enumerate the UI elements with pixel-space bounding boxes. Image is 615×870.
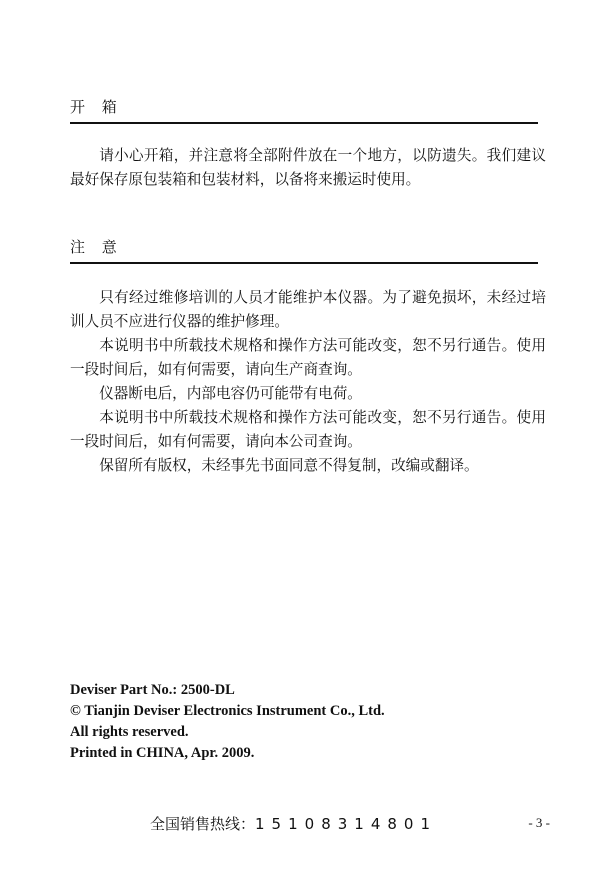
section-heading-caution: 注 意 xyxy=(70,238,123,256)
printed-line: Printed in CHINA, Apr. 2009. xyxy=(70,745,255,761)
page-number: - 3 - xyxy=(528,815,550,830)
section-heading-unpacking: 开 箱 xyxy=(70,98,123,116)
paragraph: 只有经过维修培训的人员才能维护本仪器。为了避免损坏，未经过培训人员不应进行仪器的维护修理。 xyxy=(70,289,546,330)
section-divider-unpacking xyxy=(70,122,538,124)
rights-line: All rights reserved. xyxy=(70,724,189,740)
section-body-unpacking xyxy=(70,144,546,192)
part-number: Deviser Part No.: 2500-DL xyxy=(70,682,235,698)
paragraph: 请小心开箱，并注意将全部附件放在一个地方，以防遗失。我们建议最好保存原包装箱和包装材料，以备将来搬运时使用。 xyxy=(70,147,546,188)
hotline-label: 全国销售热线： xyxy=(150,815,256,833)
sales-hotline xyxy=(150,813,437,834)
paragraph: 本说明书中所载技术规格和操作方法可能改变，恕不另行通告。使用一段时间后，如有何需要，请向本公司查询。 xyxy=(70,409,546,450)
paragraph: 仪器断电后，内部电容仍可能带有电荷。 xyxy=(99,385,362,402)
hotline-number: 15108314801 xyxy=(255,815,437,833)
section-divider-caution xyxy=(70,262,538,264)
section-body-caution xyxy=(70,286,546,478)
paragraph: 保留所有版权，未经事先书面同意不得复制，改编或翻译。 xyxy=(99,457,479,474)
copyright-block xyxy=(70,680,530,764)
copyright-line: © Tianjin Deviser Electronics Instrument Co., Ltd. xyxy=(70,703,385,719)
paragraph: 本说明书中所载技术规格和操作方法可能改变，恕不另行通告。使用一段时间后，如有何需要，请向生产商查询。 xyxy=(70,337,546,378)
